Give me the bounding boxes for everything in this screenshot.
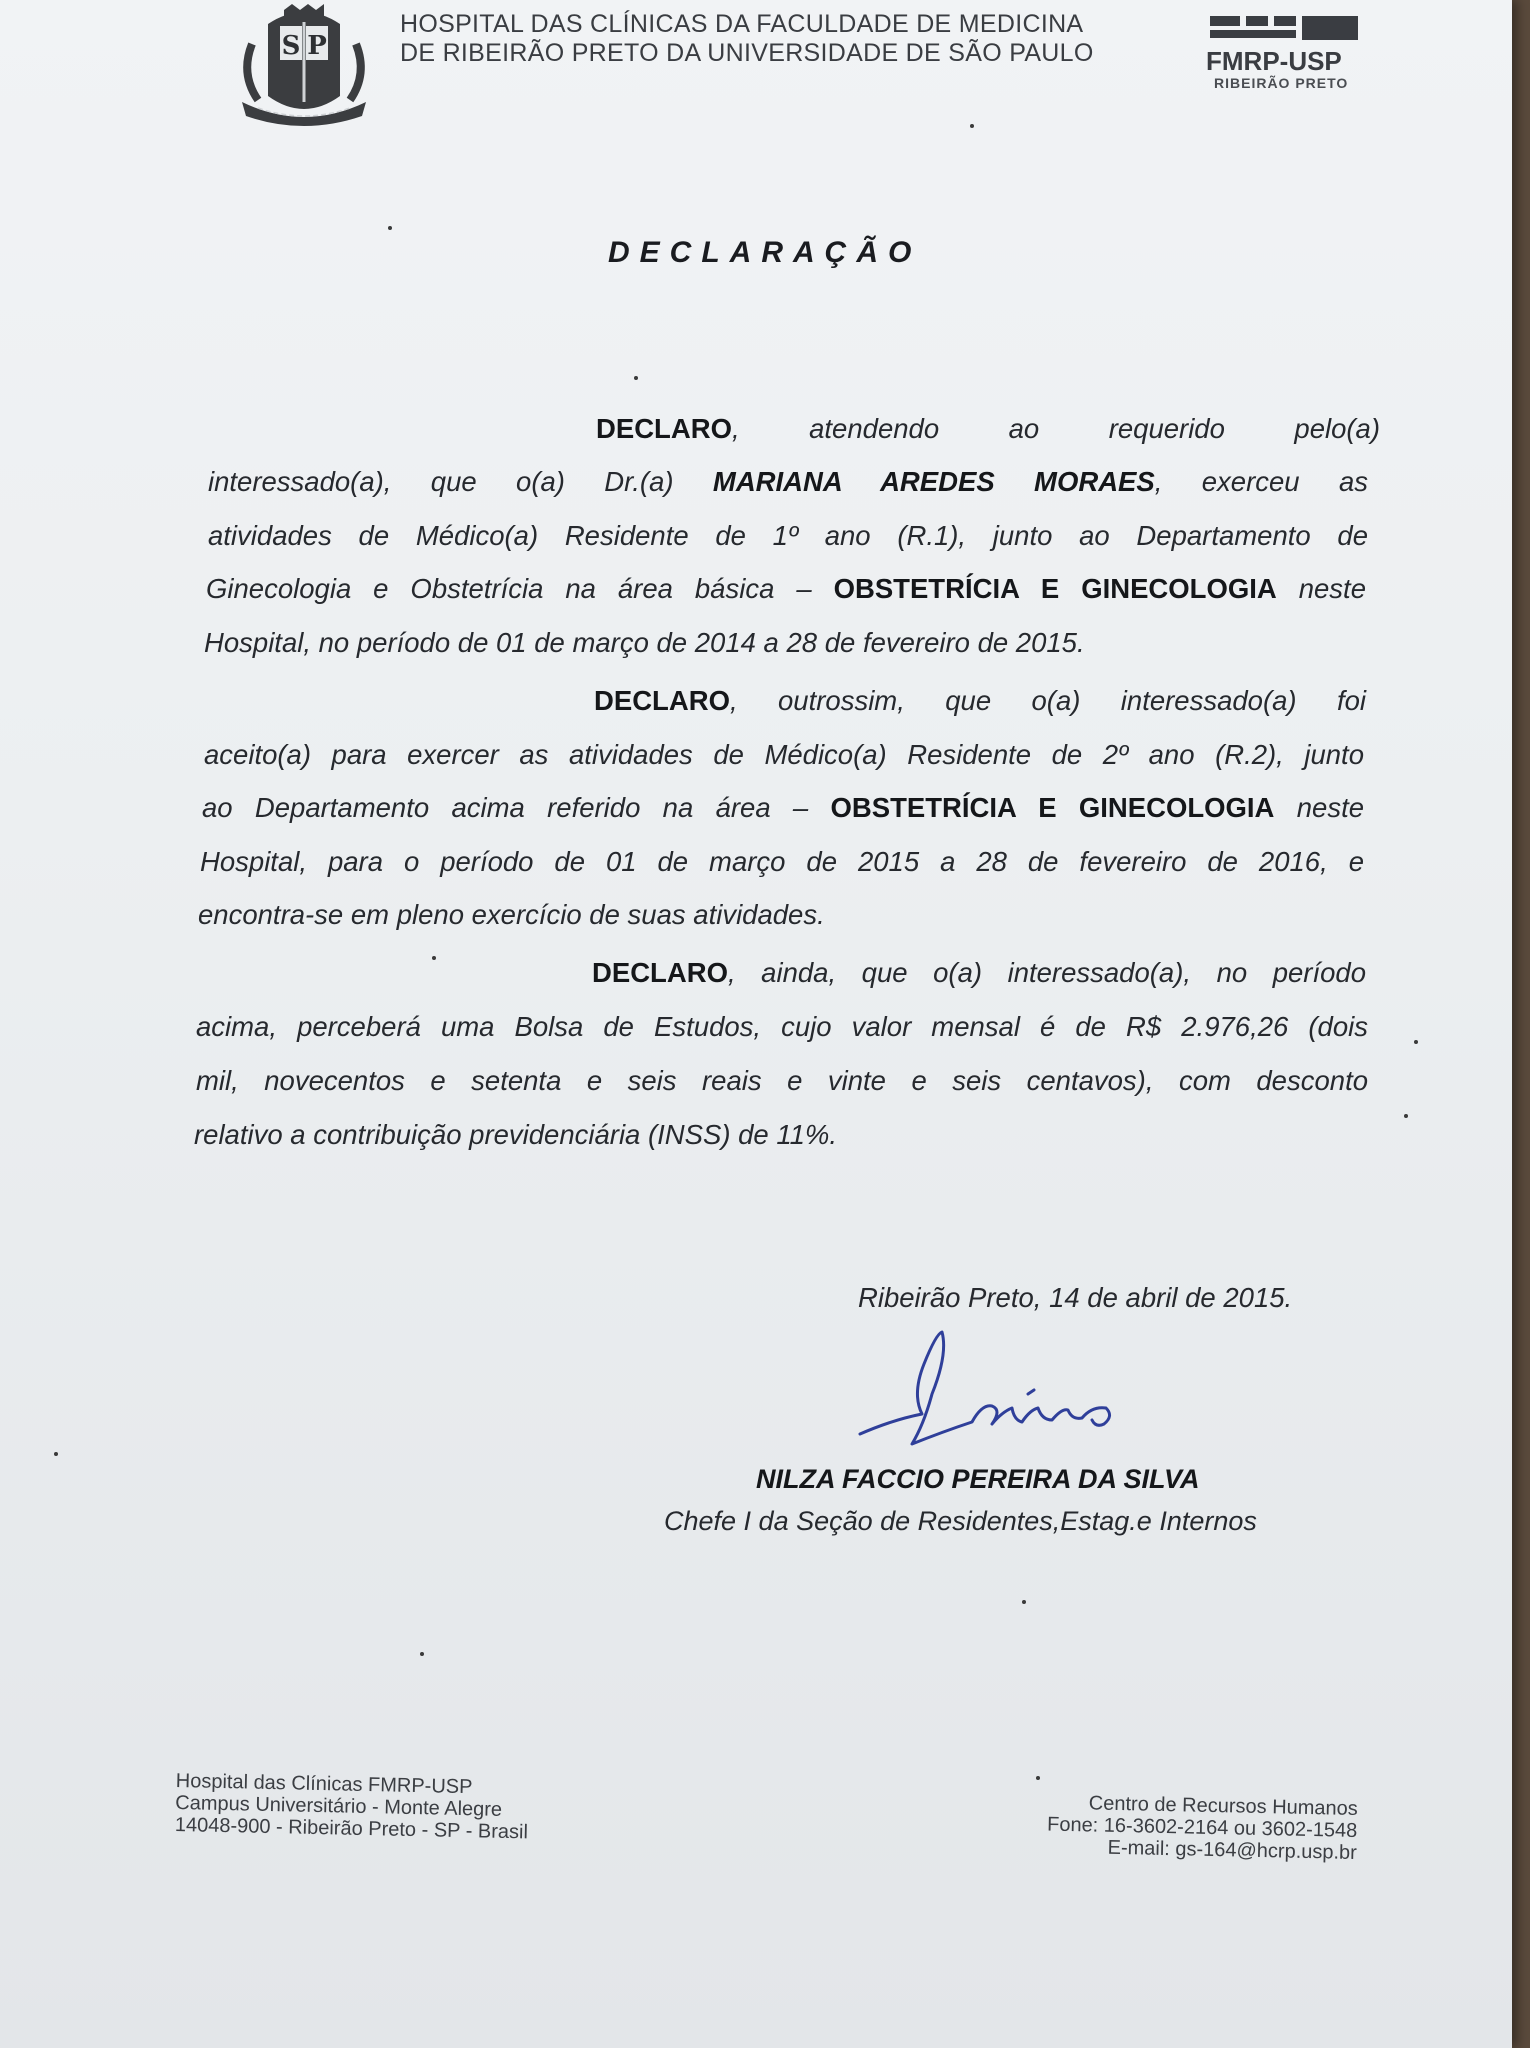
fmrp-logo-text: FMRP-USP [1206,46,1342,76]
footer-address-line-1: Hospital das Clínicas FMRP-USP [175,1770,473,1799]
p1-line-3: atividades de Médico(a) Residente de 1º ano (R.1), junto ao Departamento de [208,520,1368,551]
p1-line-5: Hospital, no período de 01 de março de 2014 a 28 de fevereiro de 2015. [204,627,1085,658]
svg-text:S: S [281,31,301,61]
p1-line-4: Ginecologia e Obstetrícia na área básica – OBSTETRÍCIA E GINECOLOGIA neste [206,573,1366,604]
institution-name [400,10,1094,68]
institution-line-1: HOSPITAL DAS CLÍNICAS DA FACULDADE DE MEDICINA [400,10,1084,38]
specialty-name: OBSTETRÍCIA E GINECOLOGIA [830,792,1275,823]
paper-speck [388,226,392,230]
p1-line-1: DECLARO, atendendo ao requerido pelo(a) [596,413,1380,444]
paper-speck [1036,1776,1040,1780]
p1-line-2: interessado(a), que o(a) Dr.(a) MARIANA AREDES MORAES, exerceu as [208,466,1368,497]
footer-address-line-2: Campus Universitário - Monte Alegre [175,1791,503,1821]
signer-title: Chefe I da Seção de Residentes,Estag.e Internos [664,1506,1257,1536]
specialty-name: OBSTETRÍCIA E GINECOLOGIA [833,573,1277,604]
signer-name: NILZA FACCIO PEREIRA DA SILVA [756,1464,1200,1494]
paper-speck [1022,1600,1026,1604]
p2-line-2: aceito(a) para exercer as atividades de Médico(a) Residente de 2º ano (R.2), junto [204,739,1364,770]
p2-line-1: DECLARO, outrossim, que o(a) interessado(a) foi [594,685,1366,716]
document-title: DECLARAÇÃO [608,236,922,269]
handwritten-signature [852,1324,1172,1474]
declaro-heading: DECLARO [592,957,728,988]
paper-speck [1404,1114,1408,1118]
svg-text:P: P [307,31,327,61]
footer-contact-line-3: E-mail: gs-164@hcrp.usp.br [1107,1836,1358,1864]
declaro-heading: DECLARO [594,685,730,716]
institution-line-2: DE RIBEIRÃO PRETO DA UNIVERSIDADE DE SÃO PAULO [400,39,1094,67]
footer-address [175,1770,529,1843]
place-and-date: Ribeirão Preto, 14 de abril de 2015. [858,1282,1293,1313]
paper-speck [634,376,638,380]
paper-speck [432,956,436,960]
p3-line-1: DECLARO, ainda, que o(a) interessado(a), no período [592,957,1366,988]
fmrp-logo-subtext: RIBEIRÃO PRETO [1214,75,1349,91]
fmrp-usp-logo [1198,10,1368,92]
p2-line-5: encontra-se em pleno exercício de suas atividades. [198,899,825,930]
p2-line-4: Hospital, para o período de 01 de março de 2015 a 28 de fevereiro de 2016, e [200,846,1364,877]
p2-line-3: ao Departamento acima referido na área – OBSTETRÍCIA E GINECOLOGIA neste [202,792,1365,823]
footer-contact-line-2: Fone: 16-3602-2164 ou 3602-1548 [1046,1813,1358,1842]
fmrp-logo-icon [1210,10,1360,40]
p3-line-4: relativo a contribuição previdenciária (INSS) de 11%. [194,1119,838,1150]
declaro-heading: DECLARO [596,413,732,444]
footer-address-line-3: 14048-900 - Ribeirão Preto - SP - Brasil [174,1813,529,1844]
paper-speck [420,1652,424,1656]
resident-name: MARIANA AREDES MORAES [712,466,1155,497]
footer-contact [957,1790,1358,1864]
footer-contact-line-1: Centro de Recursos Humanos [1088,1792,1358,1820]
paper-speck [54,1452,58,1456]
paper-speck [1414,1040,1418,1044]
p3-line-3: mil, novecentos e setenta e seis reais e vinte e seis centavos), com desconto [196,1065,1368,1096]
sao-paulo-seal-icon [222,4,386,128]
p3-line-2: acima, perceberá uma Bolsa de Estudos, cujo valor mensal é de R$ 2.976,26 (dois [196,1011,1368,1042]
paper-speck [970,124,974,128]
